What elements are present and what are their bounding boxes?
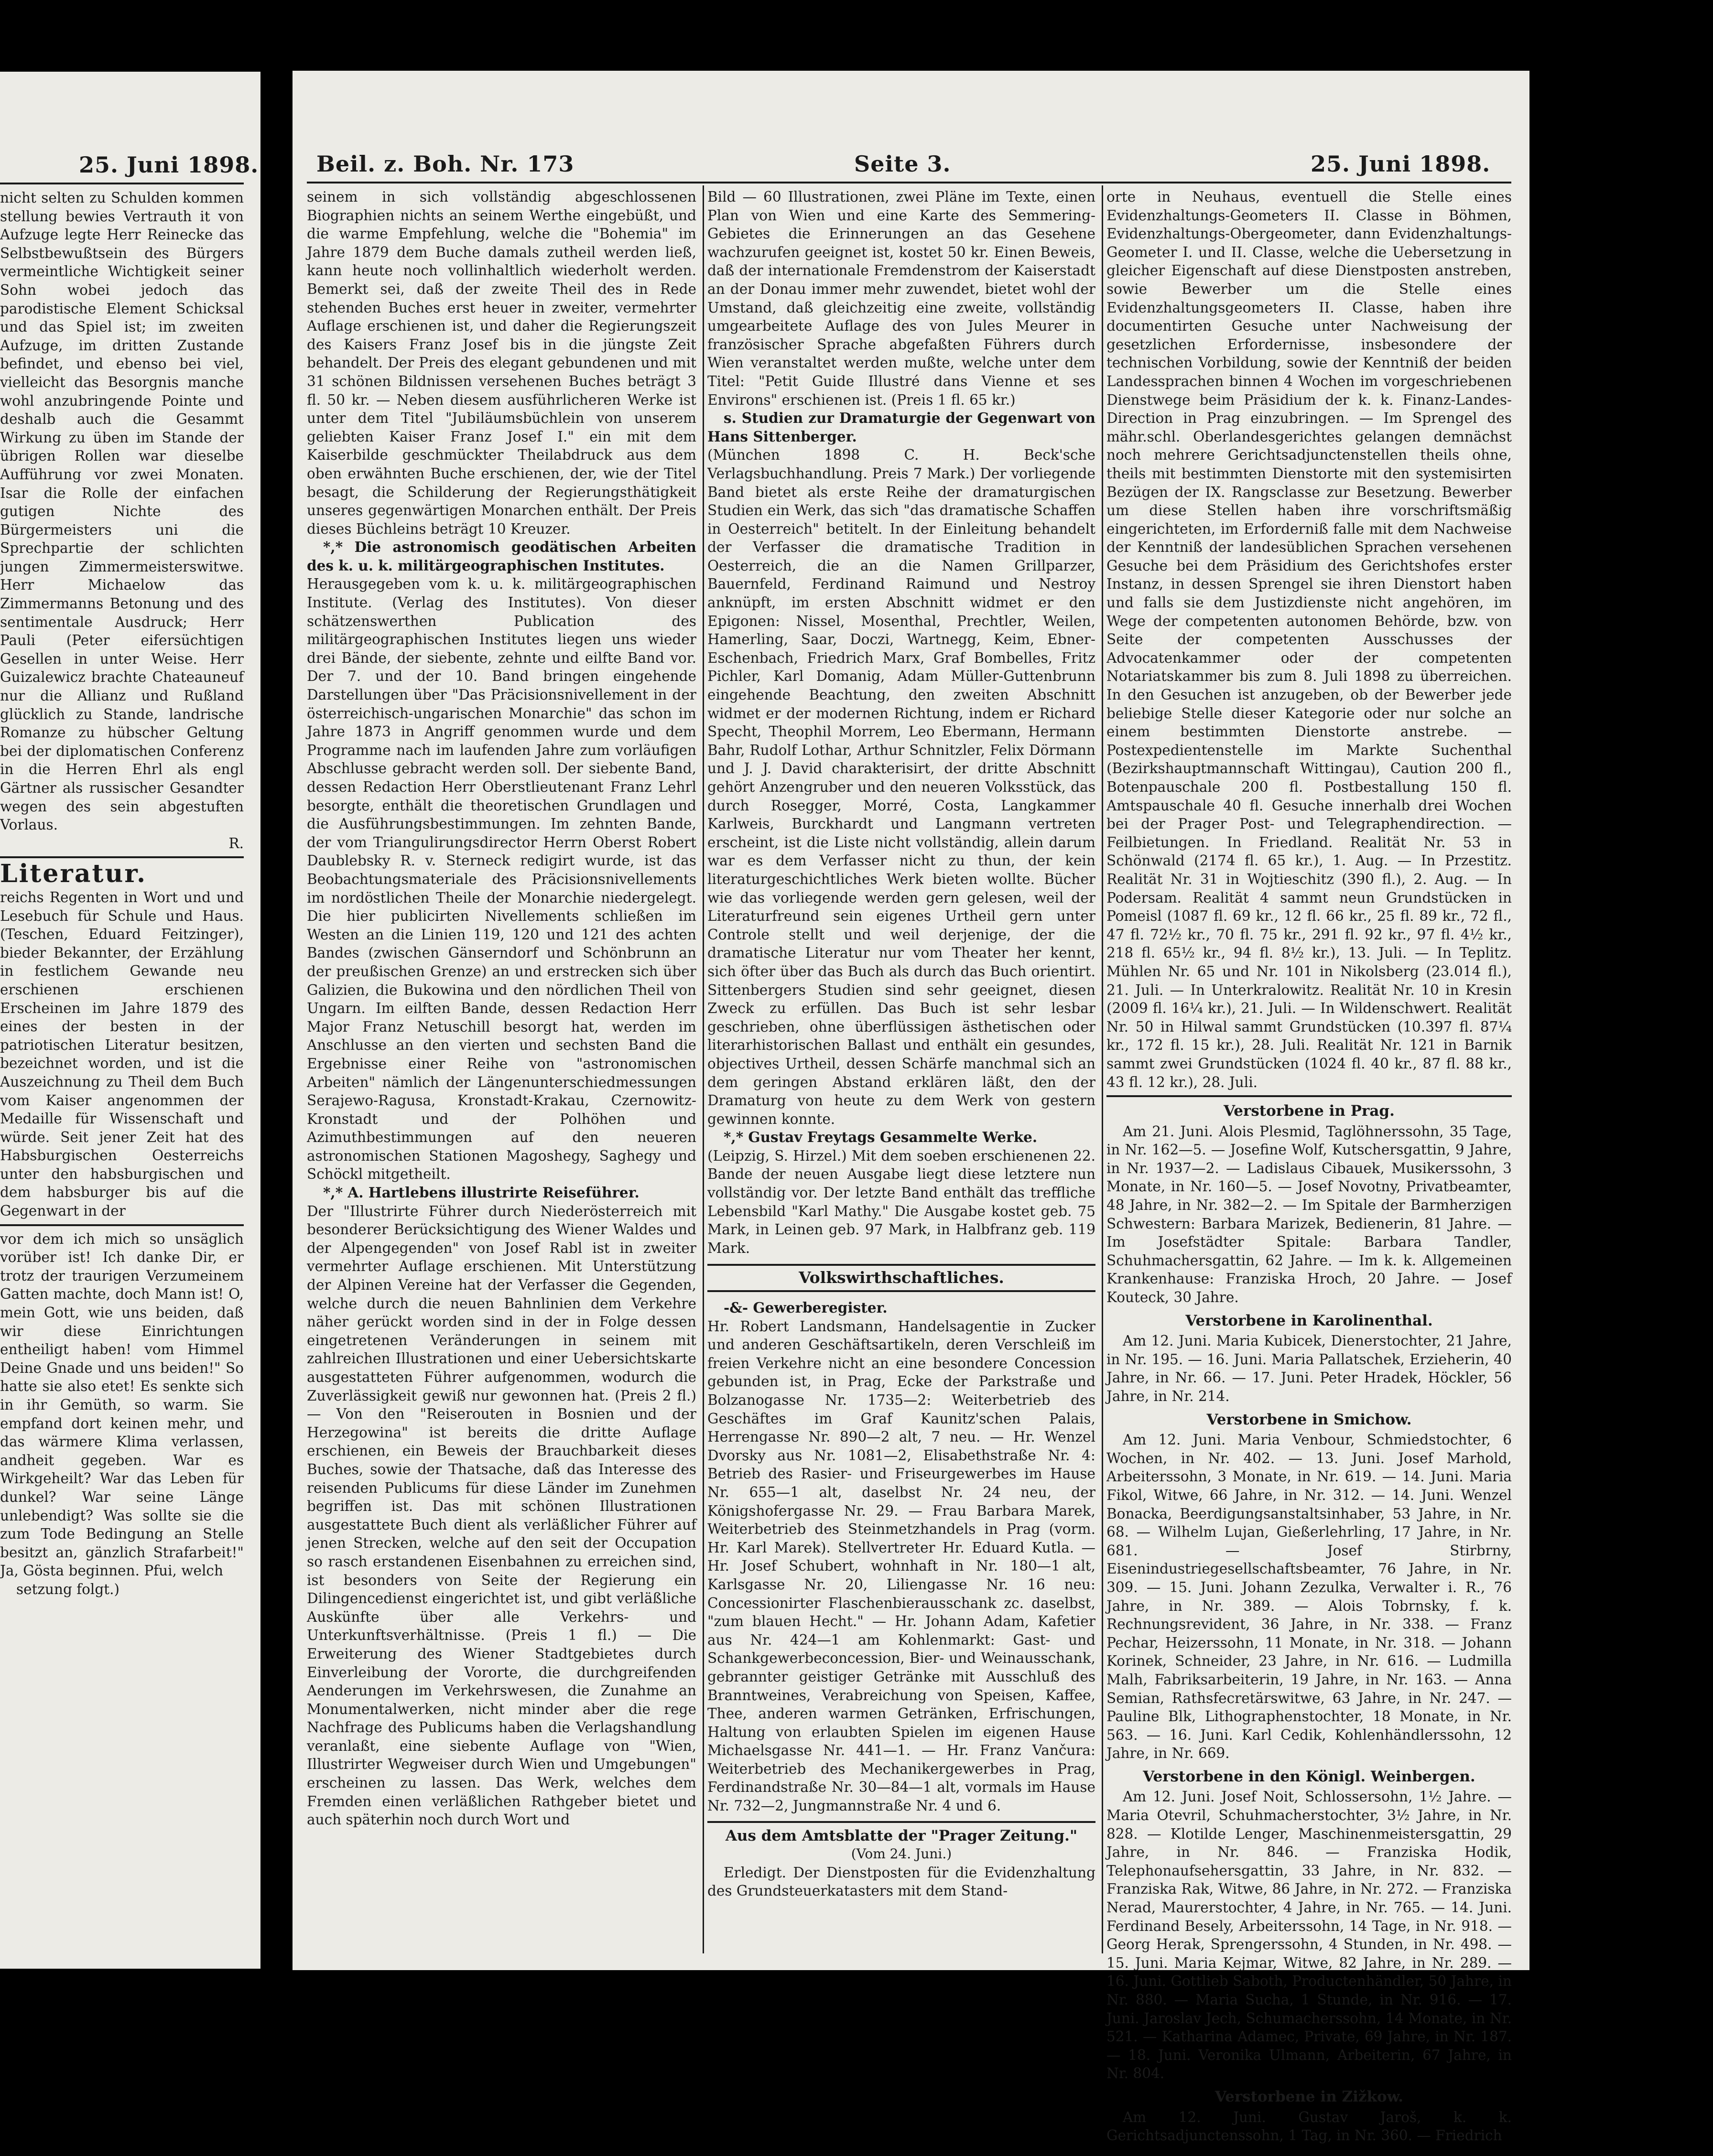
col1-para-1: seinem in sich vollständig abgeschlossenen Biographien nichts an seinem Werthe eingebüßt, und die warme Empfehlung, welche die "Bohemia" im Jahre 1879 dem Buche damals zutheil werden ließ, kann heute noch vollinhaltlich wiederholt werden. Bemerkt sei, daß der zweite Theil des in Rede stehenden Buches erst heuer in zweiter, vermehrter Auflage erschienen ist, und daher die Regierungszeit des Kaisers Franz Josef bis in die jüngste Zeit behandelt. Der Preis des elegant gebundenen und mit 31 schönen Bildnissen versehenen Buches beträgt 3 fl. 50 kr. — Neben diesem ausführlicheren Werke ist unter dem Titel "Jubiläumsbüchlein von unserem geliebten Kaiser Franz Josef I." ein mit dem Kaiserbilde geschmückter Theilabdruck aus dem oben erwähnten Buche erschienen, der, wie der Titel besagt, die Schilderung der Regierungsthätigkeit unseres gegenwärtigen Monarchen enthält. Der Preis dieses Büchleins beträgt 10 Kreuzer.	[307, 189, 696, 537]
col3-para-2: Am 21. Juni. Alois Plesmid, Taglöhnerssohn, 35 Tage, in Nr. 162—5. — Josefine Wolf, Kutschersgattin, 9 Jahre, in Nr. 1937—2. — Ladislaus Cibauek, Musikerssohn, 3 Monate, in Nr. 160—5. — Josef Novotny, Privatbeamter, 48 Jahre, in Nr. 382—2. — Im Spitale der Barmherzigen Schwestern: Barbara Marizek, Bedienerin, 81 Jahre. — Im Josefstädter Spitale: Barbara Tandler, Schuhmachersgattin, 62 Jahre. — Im k. k. Allgemeinen Krankenhause: Franziska Hroch, 20 Jahre. — Josef Kouteck, 30 Jahre.	[1106, 1123, 1512, 1306]
col2-para-1: Bild — 60 Illustrationen, zwei Pläne im Texte, einen Plan von Wien und eine Karte des Semmering-Gebietes die Erinnerungen an das Gesehene wachzurufen geeignet ist, kostet 50 kr. Einen Beweis, daß der internationale Fremdenstrom der Kaiserstadt an der Donau immer mehr zuwendet, bietet wohl der Umstand, daß gleichzeitig eine zweite, vollständig umgearbeitete Auflage des von Jules Meurer in französischer Sprache abgefaßten Führers durch Wien veranstaltet werden mußte, welche unter dem Titel: "Petit Guide Illustré dans Vienne et ses Environs" erschienen ist. (Preis 1 fl. 65 kr.)	[707, 189, 1095, 408]
column-3	[1106, 188, 1512, 2144]
col2-para-2: (München 1898 C. H. Beck'sche Verlagsbuchhandlung. Preis 7 Mark.) Der vorliegende Band bietet als erste Reihe der dramaturgischen Studien ein Werk, das sich "das dramatische Schaffen in Oesterreich" betitelt. In der Einleitung behandelt der Verfasser die dramatische Tradition in Oesterreich, die an die Namen Grillparzer, Bauernfeld, Ferdinand Raimund und Nestroy anknüpft, im ersten Abschnitt widmet er den Epigonen: Nissel, Mosenthal, Prechtler, Weilen, Hamerling, Saar, Doczi, Wartnegg, Keim, Ebner-Eschenbach, Friedrich Marx, Graf Bombelles, Fritz Pichler, Karl Domanig, Adam Müller-Guttenbrunn eingehende Beachtung, den zweiten Abschnitt widmet er der modernen Richtung, indem er Richard Specht, Theophil Morrem, Leo Ebermann, Hermann Bahr, Rudolf Lothar, Arthur Schnitzler, Felix Dörmann und J. J. David charakterisirt, der dritte Abschnitt gehört Anzengruber und den neueren Volksstück, das durch Rosegger, Morré, Costa, Langkammer Karlweis, Burckhardt und Langmann vertreten erscheint, ist die Liste nicht vollständig, allein darum war es dem Verfasser nicht zu thun, der kein literaturgeschichtliches Werk bieten wollte. Bücher wie das vorliegende werden gern gelesen, weil der Literaturfreund sein eigenes Urtheil gern unter Controle stellt und weil derjenige, der die dramatische Literatur nur vom Theater her kennt, sich öfter über das Buch als durch das Buch orientirt. Sittenbergers Studien sind sehr geeignet, diesen Zweck zu erfüllen. Das Buch ist sehr lesbar geschrieben, ohne überflüssigen ästhetischen oder literarhistorischen Ballast und enthält ein gesundes, objectives Urtheil, dessen Schärfe manchmal sich an dem geringen Abstand erklären läßt, den der Dramaturg von heute zu dem Werk von gestern gewinnen konnte.	[707, 447, 1095, 1127]
header-rule	[307, 182, 1511, 183]
col3-para-3: Am 12. Juni. Maria Kubicek, Dienerstochter, 21 Jahre, in Nr. 195. — 16. Juni. Maria Pallatschek, Erzieherin, 40 Jahre, in Nr. 66. — 17. Juni. Peter Hradek, Höckler, 56 Jahre, in Nr. 214.	[1106, 1333, 1512, 1404]
amtsblatt-title: Aus dem Amtsblatte der "Prager Zeitung."	[707, 1821, 1095, 1845]
col2-heading-dramaturgie: s. Studien zur Dramaturgie der Gegenwart von Hans Sittenberger.	[707, 410, 1095, 445]
header-page-number: Seite 3.	[854, 151, 951, 177]
col3-para-6: Am 12. Juni. Gustav Jaroš, k. k. Gerichtsadjunctenssohn, 1 Tag, in Nr. 360. — Friedrich	[1106, 2109, 1512, 2144]
col2-heading-freytag: *,* Gustav Freytags Gesammelte Werke.	[724, 1129, 1038, 1146]
col1-para-2: Herausgegeben vom k. u. k. militärgeographischen Institute. (Verlag des Institutes). Von dieser schätzenswerthen Publication des militärgeographischen Institutes liegen uns wieder drei Bände, der siebente, zehnte und eilfte Band vor. Der 7. und der 10. Band bringen eingehende Darstellungen über "Das Präcisionsnivellement in der österreichisch-ungarischen Monarchie" das schon im Jahre 1873 in Angriff genommen wurde und dem Programme nach im laufenden Jahre zum vorläufigen Abschlusse gebracht werden soll. Der siebente Band, dessen Redaction Herr Oberstlieutenant Franz Lehrl besorgte, enthält die theoretischen Grundlagen und die Ausführungsbestimmungen. Im zehnten Bande, der vom Triangulirungsdirector Herrn Oberst Robert Daublebsky R. v. Sterneck redigirt wurde, ist das Beobachtungsmateriale des Präcisionsnivellements im nordöstlichen Theile der Monarchie niedergelegt. Die hier publicirten Nivellements schließen im Westen an die Linien 119, 120 und 121 des achten Bandes (zwischen Gänserndorf und Schönbrunn an der preußischen Grenze) an und erstrecken sich über Galizien, die Bukowina und den nördlichen Theil von Ungarn. Im eilften Bande, dessen Redaction Herr Major Franz Netuschill besorgt hat, werden im Anschlusse an den vierten und sechsten Band die Ergebnisse einer Reihe von "astronomischen Arbeiten" nämlich der Längenunterschiedmessungen Serajewo-Ragusa, Kronstadt-Krakau, Czernowitz-Kronstadt und der Polhöhen und Azimuthbestimmungen auf den neueren astronomischen Stationen Magoshegy, Saghegy und Schöckl mitgetheilt.	[307, 576, 696, 1183]
heading-verstorbene-weinbergen: Verstorbene in den Königl. Weinbergen.	[1143, 1768, 1475, 1785]
col1-heading-hartleben: *,* A. Hartlebens illustrirte Reiseführer.	[323, 1184, 640, 1201]
col1-heading-geodetic: *,* Die astronomisch geodätischen Arbeiten des k. u. k. militärgeographischen Institutes.	[307, 539, 696, 574]
col3-para-4: Am 12. Juni. Maria Venbour, Schmiedstochter, 6 Wochen, in Nr. 402. — 13. Juni. Josef Marhold, Arbeiterssohn, 3 Monate, in Nr. 619. — 14. Juni. Maria Fikol, Witwe, 66 Jahre, in Nr. 312. — 14. Juni. Wenzel Bonacka, Beerdigungsanstaltsinhaber, 53 Jahre, in Nr. 68. — Wilhelm Lujan, Gießerlehrling, 17 Jahre, in Nr. 681. — Josef Stirbrny, Eisenindustriegesellschaftsbeamter, 76 Jahre, in Nr. 309. — 15. Juni. Johann Zezulka, Verwalter i. R., 76 Jahre, in Nr. 389. — Alois Tobrnsky, f. k. Rechnungsrevident, 36 Jahre, in Nr. 338. — Franz Pechar, Heizerssohn, 11 Monate, in Nr. 318. — Johann Korinek, Schneider, 23 Jahre, in Nr. 616. — Ludmilla Malh, Fabriksarbeiterin, 19 Jahre, in Nr. 163. — Anna Semian, Rathsfecretärswitwe, 63 Jahre, in Nr. 247. — Pauline Blk, Lithographenstochter, 18 Monate, in Nr. 563. — 16. Juni. Karl Cedik, Kohlenhändlerssohn, 12 Jahre, in Nr. 669.	[1106, 1432, 1512, 1762]
left-header-rule	[0, 183, 244, 184]
col2-para-5: Erledigt. Der Dienstposten für die Evidenzhaltung des Grundsteuerkatasters mit dem Stand-	[707, 1864, 1095, 1899]
col1-para-3: Der "Illustrirte Führer durch Niederösterreich mit besonderer Berücksichtigung des Wiener Waldes und der Alpengegenden" von Josef Rabl ist in zweiter vermehrter Auflage erschienen. Mit Unterstützung der Alpinen Vereine hat der Verfasser die Gegenden, welche durch die neuen Bahnlinien dem Verkehre näher gerückt worden sind in der in Folge dessen eingetretenen Veränderungen in seinem mit zahlreichen Illustrationen und einer Uebersichtskarte ausgestatteten Führer aufgenommen, wodurch die Zuverlässigkeit gewiß nur gewonnen hat. (Preis 2 fl.) — Von den "Reiserouten in Bosnien und der Herzegowina" ist bereits die dritte Auflage erschienen, ein Beweis der Brauchbarkeit dieses Buches, sowie der Thatsache, daß das Interesse des reisenden Publicums für diese Länder im Zunehmen begriffen ist. Das mit schönen Illustrationen ausgestattete Buch dient als verläßlicher Führer auf jenen Strecken, welche auf den seit der Occupation so rasch erstandenen Eisenbahnen zu erreichen sind, ist besonders von Seite der Regierung ein Dilingencedienst eingerichtet ist, und gibt verläßliche Auskünfte über alle Verkehrs- und Unterkunftsverhältnisse. (Preis 1 fl.) — Die Erweiterung des Wiener Stadtgebietes durch Einverleibung der Vororte, die durchgreifenden Aenderungen im Verkehrswesen, die Zunahme an Monumentalwerken, nicht minder aber die rege Nachfrage des Publicums haben die Verlagshandlung veranlaßt, eine siebente Auflage von "Wien, Illustrirter Wegweiser durch Wien und Umgebungen" erscheinen zu lassen. Das Werk, welches dem Fremden einen verläßlichen Rathgeber bietet und auch späterhin noch durch Wort und	[307, 1203, 696, 1828]
left-text-a: nicht selten zu Schulden kommen stellung bewies Vertrauth it von Aufzuge legte Herr Reinecke das Selbstbewußtsein des Bürgers vermeintliche Wichtigkeit seiner Sohn wobei jedoch das parodistische Element Schicksal und das Spiel ist; im zweiten Aufzuge, im dritten Zustande befindet, und ebenso bei viel, vielleicht das Besorgnis manche wohl anzubringende Pointe und deshalb auch die Gesammt Wirkung zu üben im Stande der übrigen Rollen war dieselbe Aufführung vor zwei Monaten. Isar die Rolle der einfachen gutigen Nichte des Bürgermeisters uni die Sprechpartie der schlichten jungen Zimmermeisterswitwe. Herr Michaelow das Zimmermanns Betonung und des sentimentale Ausdruck; Herr Pauli (Peter eifersüchtigen Gesellen in unter Weise. Herr Guizalewicz brachte Chateauneuf nur die Allianz und Rußland glücklich zu Stande, landrische Romanze zu hübscher Geltung bei der diplomatischen Conferenz in die Herren Ehrl als engl Gärtner als russischer Gesandter wegen des sein abgestuften Vorlaus.	[0, 190, 244, 833]
left-separator-2	[0, 1224, 244, 1226]
amtsblatt-date: (Vom 24. Juni.)	[851, 1846, 952, 1862]
left-header-date: 25. Juni 1898.	[79, 152, 259, 178]
left-footer: setzung folgt.)	[16, 1581, 119, 1597]
column-divider-2	[1102, 185, 1103, 1953]
left-page	[0, 72, 260, 1969]
col2-heading-gewerberegister: -&- Gewerberegister.	[724, 1299, 888, 1316]
column-divider-1	[703, 185, 704, 1953]
section-volkswirthschaftliches: Volkswirthschaftliches.	[707, 1264, 1095, 1292]
col3-para-5: Am 12. Juni. Josef Noit, Schlossersohn, 1½ Jahre. — Maria Otevril, Schuhmacherstochter, 3½ Jahre, in Nr. 828. — Klotilde Lenger, Maschinenmeistersgattin, 29 Jahre, in Nr. 846. — Franziska Hodik, Telephonaufsehersgattin, 33 Jahre, in Nr. 832. — Franziska Rak, Witwe, 86 Jahre, in Nr. 272. — Franziska Nerad, Maurerstochter, 4 Jahre, in Nr. 765. — 14. Juni. Ferdinand Besely, Arbeiterssohn, 14 Tage, in Nr. 918. — Georg Herak, Sprengerssohn, 4 Stunden, in Nr. 498. — 15. Juni. Maria Kejmar, Witwe, 82 Jahre, in Nr. 289. — 16. Juni. Gottlieb Saboth, Productenhändler, 50 Jahre, in Nr. 880. — Maria Sucha, 1 Stunde, in Nr. 916. — 17. Juni. Jaroslav Jech, Schumacherssohn, 14 Monate, in Nr. 521. — Katharina Adamec, Private, 69 Jahre, in Nr. 187. — 18. Juni. Veronika Ulmann, Arbeiterin, 67 Jahre, in Nr. 804.	[1106, 1789, 1512, 2082]
col3-separator	[1106, 1095, 1512, 1097]
header-date: 25. Juni 1898.	[1311, 151, 1491, 177]
heading-verstorbene-smichow: Verstorbene in Smichow.	[1206, 1411, 1412, 1428]
heading-verstorbene-zizkow: Verstorbene in Zižkow.	[1214, 2088, 1404, 2105]
column-2	[707, 188, 1095, 1965]
left-separator	[0, 856, 244, 858]
left-text-b: reichs Regenten in Wort und und Lesebuch für Schule und Haus. (Teschen, Eduard Feitzinger), bieder Bekannter, der Erzählung in festlichem Gewande neu erschienen erschienen Erscheinen im Jahre 1879 des eines der besten in der patriotischen Literatur besitzen, bezeichnet worden, und ist die Auszeichnung zu Theil dem Buch vom Kaiser angenommen der Medaille für Wissenschaft und würde. Seit jener Zeit hat des Habsburgischen Oesterreichs unter den habsburgischen und dem habsburger bis auf die Gegenwart in der	[0, 889, 244, 1219]
heading-verstorbene-karolinenthal: Verstorbene in Karolinenthal.	[1185, 1312, 1433, 1329]
left-text-c: vor dem ich mich so unsäglich vorüber ist! Ich danke Dir, er trotz der traurigen Verzumeinem Gatten machte, doch Mann ist! O, mein Gott, wie uns beiden, daß wir diese Einrichtungen entheiligt haben! vom Himmel Deine Gnade und uns beiden!" So hatte sie also etet! Es senkte sich in ihr Gemüth, so warm. Sie empfand dort keinen mehr, und das wärmere Klima verlassen, andheit gegeben. War es Wirkgeheilt? War das Leben für dunkel? War seine Länge unlebendigt? Was sollte sie die zum Tode Bedingung an Stelle besitzt an, gänzlich Strafarbeit!" Ja, Gösta beginnen. Pfui, welch	[0, 1230, 244, 1579]
header-issue: Beil. z. Boh. Nr. 173	[316, 151, 575, 177]
col2-para-4: Hr. Robert Landsmann, Handelsagentie in Zucker und anderen Geschäftsartikeln, deren Verschleiß im freien Verkehre nicht an eine besondere Concession gebunden ist, in Prag, Ecke der Parkstraße und Bolzanogasse Nr. 1735—2: Weiterbetrieb des Geschäftes im Graf Kaunitz'schen Palais, Herrengasse Nr. 890—2 alt, 7 neu. — Hr. Wenzel Dvorsky aus Nr. 1081—2, Elisabethstraße Nr. 4: Betrieb des Rasier- und Friseurgewerbes im Hause Nr. 655—1 alt, daselbst Nr. 24 neu, der Königshofergasse Nr. 29. — Frau Barbara Marek, Weiterbetrieb des Steinmetzhandels in Prag (vorm. Hr. Karl Marek). Stellvertreter Hr. Eduard Kutla. — Hr. Josef Schubert, wohnhaft in Nr. 180—1 alt, Karlsgasse Nr. 20, Liliengasse Nr. 16 neu: Concessionirter Flaschenbierausschank zc. daselbst, "zum blauen Hecht." — Hr. Johann Adam, Kafetier aus Nr. 424—1 am Kohlenmarkt: Gast- und Schankgewerbeconcession, Bier- und Weinausschank, gebrannter geistiger Getränke mit Ausschluß des Branntweines, Verabreichung von Speisen, Kaffee, Thee, anderen warmen Getränken, Erfrischungen, Haltung von erlaubten Spielen im eigenen Hause Michaelsgasse Nr. 441—1. — Hr. Franz Vančura: Weiterbetrieb des Mechanikergewerbes in Prag, Ferdinandstraße Nr. 30—84—1 alt, vormals im Hause Nr. 732—2, Jungmannstraße Nr. 4 und 6.	[707, 1318, 1095, 1814]
left-column	[0, 189, 244, 1966]
left-signature: R.	[228, 835, 244, 852]
scan-margin	[1529, 71, 1713, 2156]
column-1	[307, 188, 696, 1965]
col2-para-3: (Leipzig, S. Hirzel.) Mit dem soeben erschienenen 22. Bande der neuen Ausgabe liegt diese letztere nun vollständig vor. Der letzte Band enthält das treffliche Lebensbild "Karl Mathy." Die Ausgabe kostet geb. 75 Mark, in Leinen geb. 97 Mark, in Halbfranz geb. 119 Mark.	[707, 1147, 1095, 1256]
heading-verstorbene-prag: Verstorbene in Prag.	[1224, 1102, 1395, 1120]
right-page	[293, 71, 1529, 2144]
literatur-heading: Literatur.	[0, 859, 147, 889]
col3-para-1: orte in Neuhaus, eventuell die Stelle eines Evidenzhaltungs-Geometers II. Classe in Böhmen, Evidenzhaltungs-Obergeometer, dann Evidenzhaltungs-Geometer I. und II. Classe, welche die Uebersetzung in gleicher Eigenschaft auf diese Dienstposten anstreben, sowie Bewerber um die Stelle eines Evidenzhaltungsgeometers II. Classe, haben ihre documentirten Gesuche unter Nachweisung der gesetzlichen Erfordernisse, insbesondere der technischen Vorbildung, sowie der Kenntniß der beiden Landessprachen binnen 4 Wochen im vorgeschriebenen Dienstwege beim Präsidium der k. k. Finanz-Landes-Direction in Prag einzubringen. — Im Sprengel des mähr.schl. Oberlandesgerichtes gelangen demnächst noch mehrere Gerichtsadjunctenstellen theils ohne, theils mit bestimmten Dienstorte mit den systemisirten Bezügen der IX. Rangsclasse zur Besetzung. Bewerber um diese Stellen haben ihre vorschriftsmäßig eingerichteten, im Erforderniß falle mit dem Nachweise der Kenntniß der landesüblichen Sprachen versehenen Gesuche bei dem Präsidium des Gerichtshofes erster Instanz, in dessen Sprengel sie ihren Dienstort haben und falls sie dem Justizdienste nicht angehören, im Wege der competenten autonomen Behörde, bzw. von Seite der competenten Ausschusses der Advocatenkammer oder der competenten Notariatskammer bis zum 8. Juli 1898 zu überreichen. In den Gesuchen ist anzugeben, ob der Bewerber jede beliebige Stelle dieser Kategorie oder nur solche an einem bestimmten Dienstorte anstrebe. — Postexpedientenstelle im Markte Suchenthal (Bezirkshauptmannschaft Wittingau), Caution 200 fl., Botenpauschale 200 fl. Postbestallung 150 fl. Amtspauschale 40 fl. Gesuche innerhalb drei Wochen bei der Prager Post- und Telegraphendirection. — Feilbietungen. In Friedland. Realität Nr. 53 in Schönwald (2174 fl. 65 kr.), 1. Aug. — In Przestitz. Realität Nr. 31 in Wojtieschitz (390 fl.), 2. Aug. — In Podersam. Realität 4 sammt neun Grundstücken in Pomeisl (1087 fl. 69 kr., 12 fl. 66 kr., 25 fl. 89 kr., 72 fl., 47 fl. 72½ kr., 70 fl. 75 kr., 291 fl. 92 kr., 97 fl. 4½ kr., 218 fl. 65½ kr., 94 fl. 8½ kr.), 13. Juli. — In Teplitz. Mühlen Nr. 65 und Nr. 101 in Nikolsberg (23.014 fl.), 21. Juli. — In Unterkralowitz. Realität Nr. 10 in Kresin (2009 fl. 16¼ kr.), 21. Juli. — In Wildenschwert. Realität Nr. 50 in Hilwal sammt Grundstücken (10.397 fl. 87¼ kr., 172 fl. 15 kr.), 28. Juli. Realität Nr. 121 in Barnik sammt zwei Grundstücken (1024 fl. 40 kr., 87 fl. 88 kr., 43 fl. 12 kr.), 28. Juli.	[1106, 189, 1512, 1090]
